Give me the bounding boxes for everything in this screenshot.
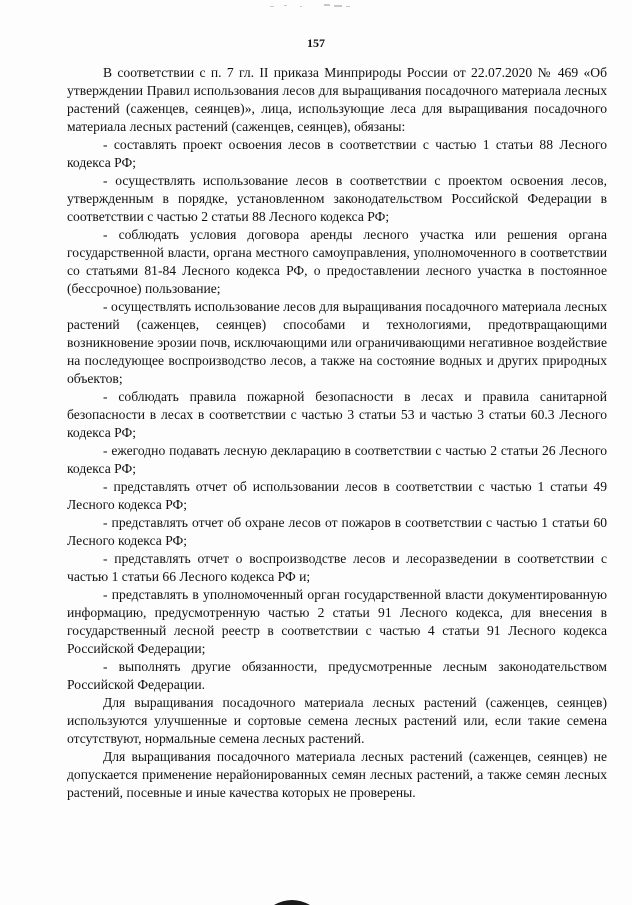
scan-artifact bbox=[270, 0, 380, 12]
list-item: - составлять проект освоения лесов в соответствии с частью 1 статьи 88 Лесного кодекса РФ; bbox=[67, 137, 607, 170]
list-item: - осуществлять использование лесов в соответствии с проектом освоения лесов, утвержденным в порядке, установленном законодательством Российской Федерации в соответствии с частью 2 статьи 88 Лесного кодекса РФ; bbox=[67, 173, 607, 224]
page-number: 157 bbox=[307, 36, 325, 50]
seeds-paragraph: Для выращивания посадочного материала лесных растений (саженцев, сеянцев) используются улучшенные и сортовые семена лесных растений или, если такие семена отсутствуют, нормальные семена лесных растений. bbox=[67, 695, 607, 746]
list-item: - представлять отчет о воспроизводстве лесов и лесоразведении в соответствии с частью 1 статьи 66 Лесного кодекса РФ и; bbox=[67, 551, 607, 584]
list-item: - соблюдать правила пожарной безопасности в лесах и правила санитарной безопасности в лесах в соответствии с частью 3 статьи 53 и частью 3 статьи 60.3 Лесного кодекса РФ; bbox=[67, 389, 607, 440]
list-item: - представлять отчет об охране лесов от пожаров в соответствии с частью 1 статьи 60 Лесного кодекса РФ; bbox=[67, 515, 607, 548]
seeds-restriction-paragraph: Для выращивания посадочного материала лесных растений (саженцев, сеянцев) не допускается применение нерайонированных семян лесных растений, а также семян лесных растений, посевные и иные качества которых не проверены. bbox=[67, 749, 607, 800]
list-item: - ежегодно подавать лесную декларацию в соответствии с частью 2 статьи 26 Лесного кодекса РФ; bbox=[67, 443, 607, 476]
binding-mark bbox=[272, 893, 312, 905]
list-item: - осуществлять использование лесов для выращивания посадочного материала лесных растений (саженцев, сеянцев) способами и технологиями, предотвращающими возникновение эрозии почв, исключающими или ограничивающими негативное воздействие на последующее воспроизводство лесов, а также на состояние водных и других природных объектов; bbox=[67, 299, 607, 386]
list-item: - соблюдать условия договора аренды лесного участка или решения органа государственной власти, органа местного самоуправления, уполномоченного в соответствии со статьями 81-84 Лесного кодекса РФ, о предоставлении лесного участка в постоянное (бессрочное) пользование; bbox=[67, 227, 607, 296]
document-body bbox=[67, 64, 607, 802]
intro-paragraph: В соответствии с п. 7 гл. II приказа Минприроды России от 22.07.2020 № 469 «Об утверждении Правил использования лесов для выращивания посадочного материала лесных растений (саженцев, сеянцев)», лица, использующие леса для выращивания посадочного материала лесных растений (саженцев, сеянцев), обязаны: bbox=[67, 65, 607, 134]
list-item: - представлять в уполномоченный орган государственной власти документированную информацию, предусмотренную частью 2 статьи 91 Лесного кодекса, для внесения в государственный лесной реестр в соответствии с частью 4 статьи 91 Лесного кодекса Российской Федерации; bbox=[67, 587, 607, 656]
list-item: - выполнять другие обязанности, предусмотренные лесным законодательством Российской Федерации. bbox=[67, 659, 607, 692]
list-item: - представлять отчет об использовании лесов в соответствии с частью 1 статьи 49 Лесного кодекса РФ; bbox=[67, 479, 607, 512]
